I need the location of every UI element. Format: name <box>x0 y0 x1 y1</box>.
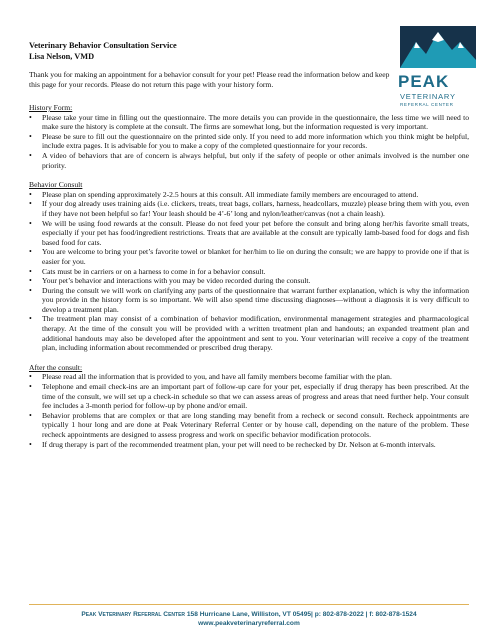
list-item: • During the consult we will work on clarifying any parts of the questionnaire that warrant further explanation, which is why the information you provide in the history form is so important. We will also spend time discussing diagnoses—without a diagnosis it is very difficult to develop a treatment plan. <box>29 286 469 315</box>
list-item: • Please read all the information that is provided to you, and have all family members become familiar with the plan. <box>29 372 469 382</box>
list-item: • A video of behaviors that are of concern is always helpful, but only if the safety of people or other animals involved is the number one priority. <box>29 151 469 170</box>
consult-section-title: Behavior Consult <box>29 180 83 190</box>
list-item: • If drug therapy is part of the recommended treatment plan, your pet will need to be rechecked by Dr. Nelson at 6-month intervals. <box>29 440 469 450</box>
list-item: • We will be using food rewards at the consult. Please do not feed your pet before the consult and bring along her/his favorite small treats, especially if your pet has food/ingredient restrictions. Treats that are available at the consult are typically lamb-based food for dogs and fish based food for cats. <box>29 219 469 248</box>
history-section-title: History Form: <box>29 103 73 112</box>
list-item: • Please be sure to fill out the questionnaire on the printed side only. If you need to add more information which you think might be helpful, include extra pages. It is advisable for you to make a copy of the completed questionnaire for your records. <box>29 132 469 151</box>
footer-divider <box>29 604 469 605</box>
consult-list <box>29 190 469 353</box>
after-list <box>29 372 469 449</box>
list-item: • Telephone and email check-ins are an important part of follow-up care for your pet, especially if drug therapy has been prescribed. At the time of the consult, we will set up a check-in schedule so that we can assess areas of progress and areas that need further help. Your consult fee includes a 3-month period for follow-up by phone and/or email. <box>29 382 469 411</box>
letterhead <box>29 40 177 62</box>
list-item: • Your pet’s behavior and interactions with you may be video recorded during the consult. <box>29 276 469 286</box>
intro-paragraph: Thank you for making an appointment for a behavior consult for your pet! Please read the information below and keep this page for your records. Please do not return this page with your history form. <box>29 70 390 89</box>
list-item: • If your dog already uses training aids (i.e. clickers, treats, treat bags, collars, harness, headcollars, muzzle) please bring them with you, even if they have not been helpful so far! Your leash should be 4’-6’ long and nylon/leather/canvas (not a chain leash). <box>29 199 469 218</box>
logo-subtitle-2: REFERRAL CENTER <box>400 102 454 107</box>
footer-org: Peak Veterinary Referral Center <box>81 611 186 618</box>
footer <box>29 610 469 628</box>
list-item: • Behavior problems that are complex or that are long standing may benefit from a recheck or second consult. Recheck appointments are typically 1 hour long and are done at Peak Veterinary Referral Center or by house call, depending on the nature of the problem. These recheck appointments are designed to assess progress and work on specific behavior modification protocols. <box>29 411 469 440</box>
mountain-logo-icon <box>398 20 478 72</box>
logo-subtitle: VETERINARY <box>400 92 456 101</box>
logo-wordmark: PEAK <box>398 72 450 91</box>
list-item: • The treatment plan may consist of a combination of behavior modification, environmental management strategies and pharmacological therapy. At the time of the consult you will be provided with a written treatment plan and handouts; an expanded treatment plan and additional handouts may also be developed after the appointment and sent to you. Your veterinarian will receive a copy of the treatment plan, including information about recommended or prescribed drug therapy. <box>29 314 469 352</box>
history-list <box>29 113 469 171</box>
after-section-title: After the consult: <box>29 362 83 372</box>
footer-contact-line <box>29 610 469 619</box>
service-title: Veterinary Behavior Consultation Service <box>29 41 177 50</box>
doctor-name: Lisa Nelson, VMD <box>29 52 95 61</box>
footer-address: 158 Hurricane Lane, Williston, VT 05495| p: 802-878-2022 | f: 802-878-1524 <box>186 611 417 618</box>
list-item: • You are welcome to bring your pet’s favorite towel or blanket for her/him to lie on during the consult; we are happy to provide one if that is easier for you. <box>29 247 469 266</box>
footer-website[interactable]: www.peakveterinaryreferral.com <box>198 620 300 627</box>
list-item: • Please take your time in filling out the questionnaire. The more details you can provide in the questionnaire, the less time we will need to make sure the history is complete at the consult. The firms are somewhat long, but the information requested is very important. <box>29 113 469 132</box>
main-content <box>29 97 469 449</box>
list-item: • Please plan on spending approximately 2-2.5 hours at this consult. All immediate family members are encouraged to attend. <box>29 190 469 200</box>
list-item: • Cats must be in carriers or on a harness to come in for a behavior consult. <box>29 267 469 277</box>
